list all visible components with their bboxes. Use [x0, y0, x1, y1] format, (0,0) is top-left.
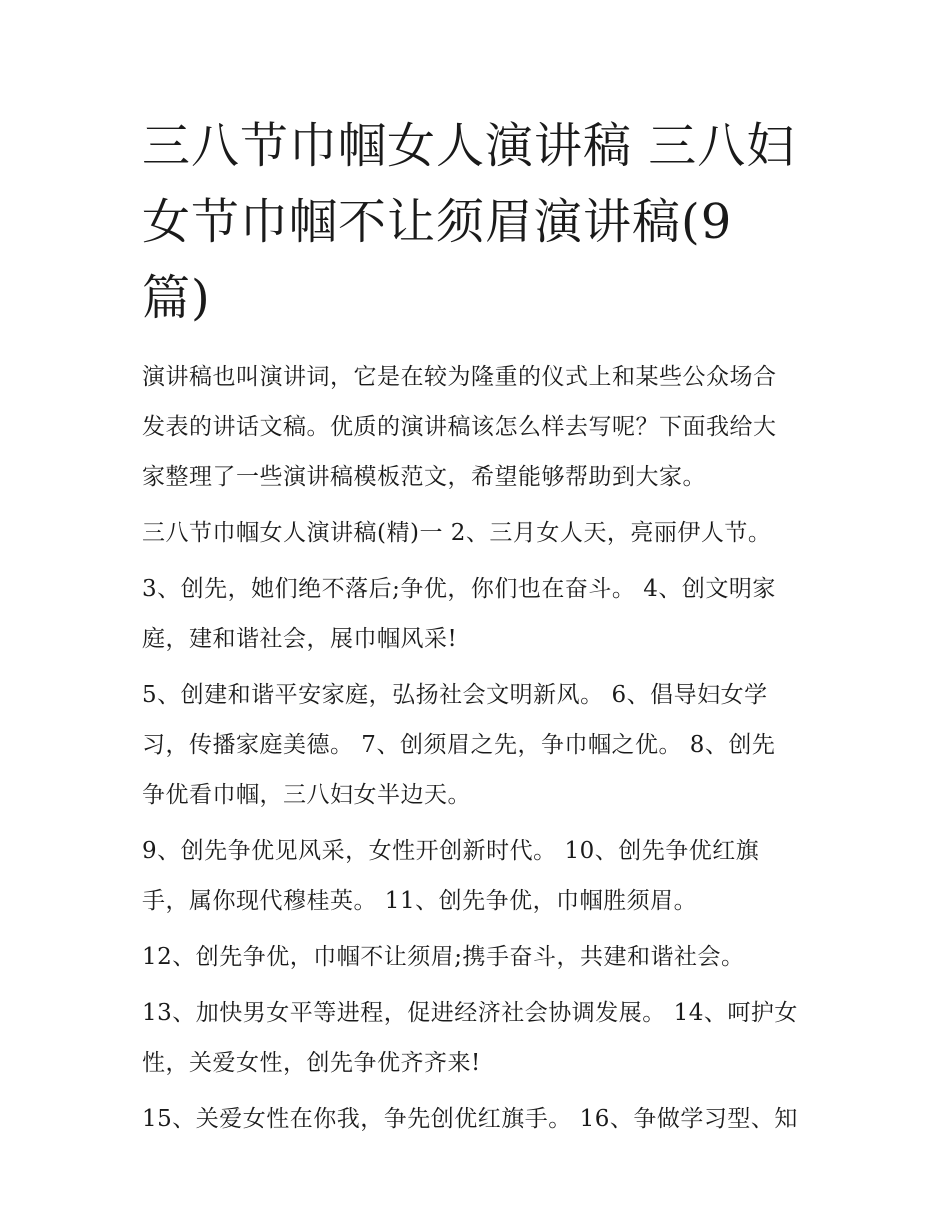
- text-line: 13、加快男女平等进程，促进经济社会协调发展。 14、呵护女: [142, 1000, 798, 1026]
- text-line: 庭，建和谐社会，展巾帼风采!: [142, 626, 458, 652]
- text-line: 习，传播家庭美德。 7、创须眉之先，争巾帼之优。 8、创先: [142, 732, 776, 758]
- title-line: 篇): [142, 270, 211, 326]
- text-line: 9、创先争优见风采，女性开创新时代。 10、创先争优红旗: [142, 838, 760, 864]
- text-line: 三八节巾帼女人演讲稿(精)一 2、三月女人天，亮丽伊人节。: [142, 520, 772, 546]
- intro-paragraph: [142, 352, 814, 502]
- slogan-paragraph: [142, 988, 814, 1088]
- text-line: 演讲稿也叫演讲词，它是在较为隆重的仪式上和某些公众场合: [142, 364, 777, 390]
- text-line: 发表的讲话文稿。优质的演讲稿该怎么样去写呢？下面我给大: [142, 414, 777, 440]
- text-line: 性，关爱女性，创先争优齐齐来!: [142, 1050, 481, 1076]
- slogan-paragraph: [142, 826, 814, 926]
- slogan-paragraph: [142, 1094, 814, 1144]
- title-line: 女节巾帼不让须眉演讲稿(9: [142, 194, 733, 250]
- text-line: 5、创建和谐平安家庭，弘扬社会文明新风。 6、倡导妇女学: [142, 682, 768, 708]
- document-title: [142, 108, 814, 336]
- text-line: 争优看巾帼，三八妇女半边天。: [142, 782, 471, 808]
- text-line: 手，属你现代穆桂英。 11、创先争优，巾帼胜须眉。: [142, 888, 698, 914]
- slogan-paragraph: [142, 564, 814, 664]
- text-line: 15、关爱女性在你我，争先创优红旗手。 16、争做学习型、知: [142, 1106, 798, 1132]
- document-body: [142, 352, 814, 1144]
- text-line: 12、创先争优，巾帼不让须眉;携手奋斗，共建和谐社会。: [142, 944, 745, 970]
- slogan-paragraph: [142, 932, 814, 982]
- document-content: [142, 108, 814, 1150]
- slogan-paragraph: [142, 508, 814, 558]
- text-line: 家整理了一些演讲稿模板范文，希望能够帮助到大家。: [142, 464, 706, 490]
- text-line: 3、创先，她们绝不落后;争优，你们也在奋斗。 4、创文明家: [142, 576, 776, 602]
- slogan-paragraph: [142, 670, 814, 820]
- title-line: 三八节巾帼女人演讲稿 三八妇: [142, 118, 796, 174]
